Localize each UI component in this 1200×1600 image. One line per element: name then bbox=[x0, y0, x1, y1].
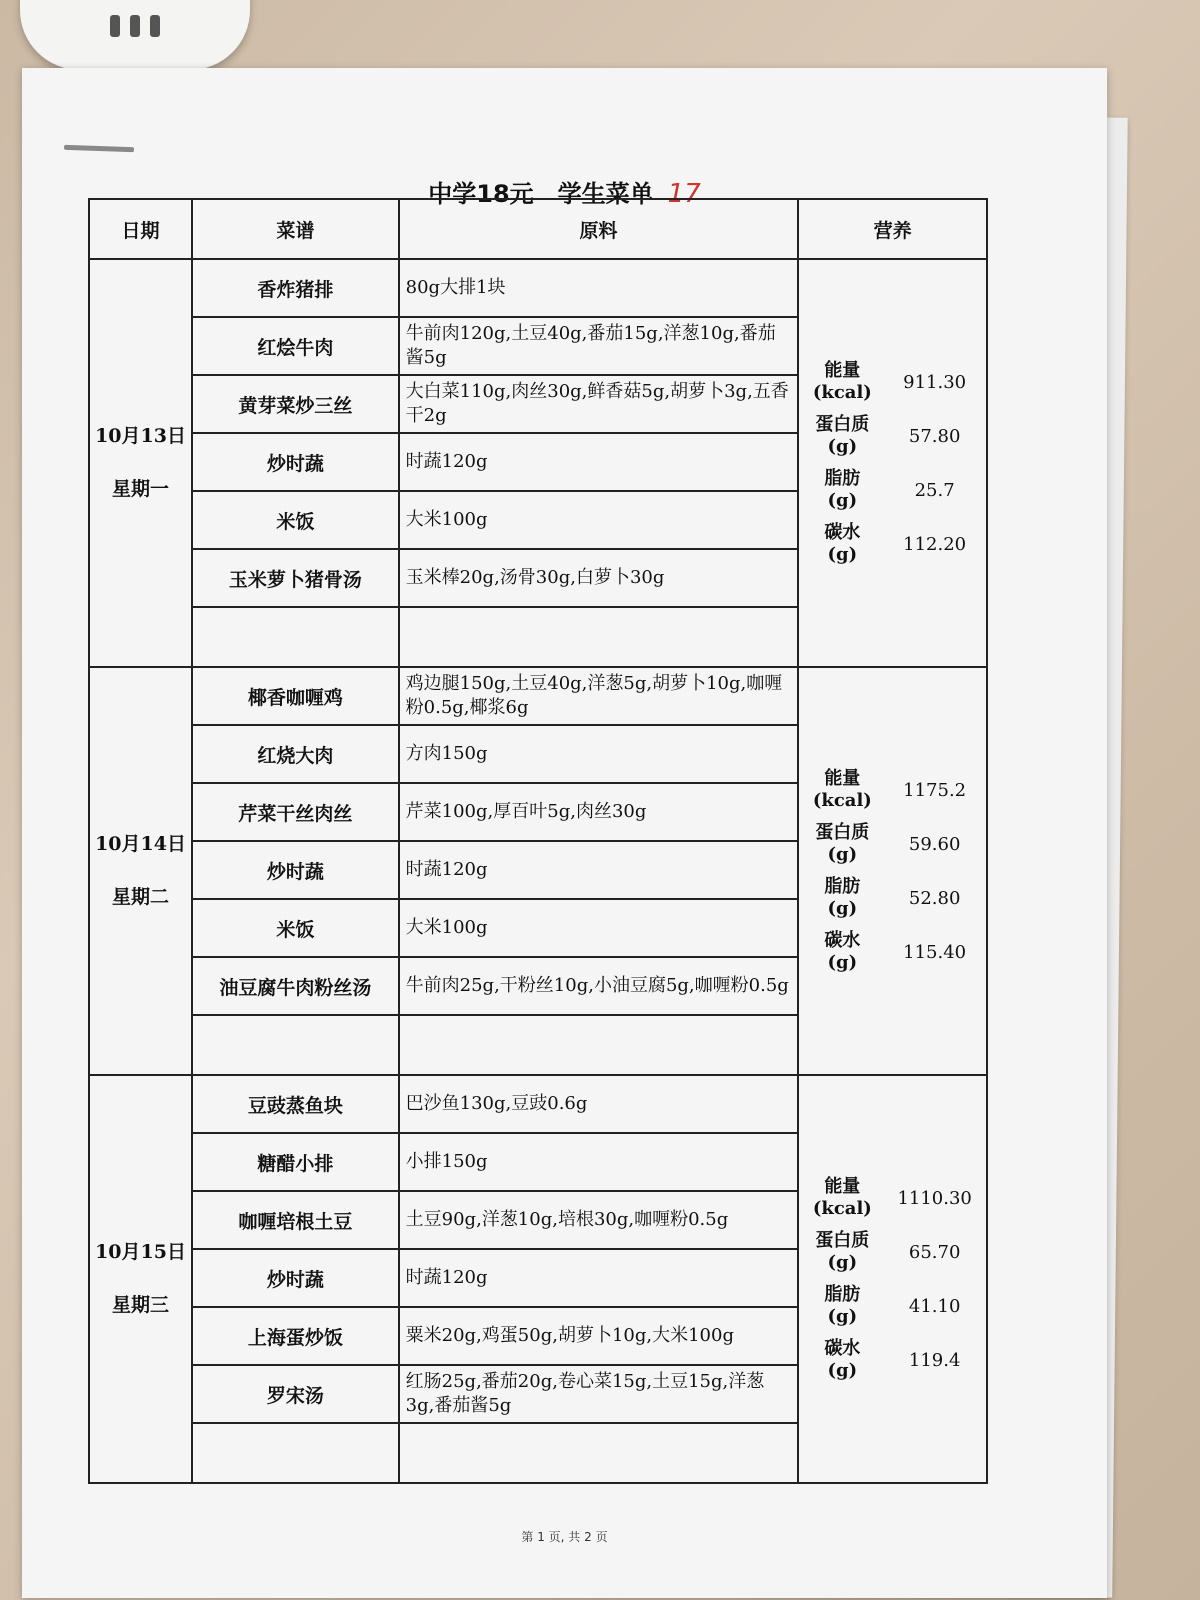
dish-name bbox=[192, 607, 399, 667]
dish-ingredients: 粟米20g,鸡蛋50g,胡萝卜10g,大米100g bbox=[399, 1307, 799, 1365]
nutrition-label: 蛋白质 bbox=[815, 413, 870, 435]
nutrition-cell bbox=[798, 667, 987, 1075]
dish-name: 罗宋汤 bbox=[192, 1365, 399, 1423]
nutrition-label: 碳水 bbox=[824, 521, 861, 543]
nutrition-item bbox=[800, 1333, 985, 1387]
dish-name: 米饭 bbox=[192, 491, 399, 549]
dish-name: 炒时蔬 bbox=[192, 841, 399, 899]
nutrition-value: 25.7 bbox=[914, 479, 955, 501]
dish-name: 油豆腐牛肉粉丝汤 bbox=[192, 957, 399, 1015]
handwritten-mark: 17 bbox=[667, 179, 701, 209]
dish-ingredients: 鸡边腿150g,土豆40g,洋葱5g,胡萝卜10g,咖喱粉0.5g,椰浆6g bbox=[399, 667, 799, 725]
nutrition-label: 能量 bbox=[824, 359, 861, 381]
header-row bbox=[89, 199, 987, 259]
day-date: 10月15日 bbox=[95, 1240, 186, 1263]
nutrition-label: 脂肪 bbox=[824, 467, 861, 489]
dish-ingredients: 土豆90g,洋葱10g,培根30g,咖喱粉0.5g bbox=[399, 1191, 799, 1249]
dish-name: 椰香咖喱鸡 bbox=[192, 667, 399, 725]
nutrition-item bbox=[800, 1225, 985, 1279]
header-date: 日期 bbox=[89, 199, 192, 259]
dish-ingredients: 红肠25g,番茄20g,卷心菜15g,土豆15g,洋葱3g,番茄酱5g bbox=[399, 1365, 799, 1423]
nutrition-unit: (kcal) bbox=[812, 790, 872, 811]
dish-name: 红烧大肉 bbox=[192, 725, 399, 783]
nutrition-unit: (kcal) bbox=[812, 382, 872, 403]
nutrition-unit: (kcal) bbox=[812, 1198, 872, 1219]
menu-row bbox=[89, 1075, 987, 1133]
nutrition-value: 65.70 bbox=[908, 1241, 961, 1263]
nutrition-value: 41.10 bbox=[908, 1295, 961, 1317]
day-date-cell bbox=[89, 1075, 192, 1483]
day-date: 10月13日 bbox=[95, 424, 186, 447]
nutrition-value: 57.80 bbox=[908, 425, 961, 447]
nutrition-item bbox=[800, 517, 985, 571]
nutrition-cell bbox=[798, 259, 987, 667]
dish-ingredients: 80g大排1块 bbox=[399, 259, 799, 317]
dish-name: 糖醋小排 bbox=[192, 1133, 399, 1191]
page-footer: 第 1 页, 共 2 页 bbox=[521, 1530, 608, 1544]
nutrition-value: 112.20 bbox=[903, 533, 967, 555]
nutrition-item bbox=[800, 1279, 985, 1333]
nutrition-unit: (g) bbox=[827, 898, 858, 919]
nutrition-item bbox=[800, 355, 985, 409]
nutrition-value: 119.4 bbox=[908, 1349, 961, 1371]
dish-ingredients: 牛前肉25g,干粉丝10g,小油豆腐5g,咖喱粉0.5g bbox=[399, 957, 799, 1015]
dish-ingredients bbox=[399, 1423, 799, 1483]
nutrition-item bbox=[800, 409, 985, 463]
dish-name: 玉米萝卜猪骨汤 bbox=[192, 549, 399, 607]
menu-row bbox=[89, 667, 987, 725]
nutrition-label: 脂肪 bbox=[824, 875, 861, 897]
dish-ingredients: 时蔬120g bbox=[399, 1249, 799, 1307]
nutrition-value: 52.80 bbox=[908, 887, 961, 909]
day-date-cell bbox=[89, 667, 192, 1075]
nutrition-unit: (g) bbox=[827, 436, 858, 457]
nutrition-label: 碳水 bbox=[824, 1337, 861, 1359]
nutrition-label: 能量 bbox=[824, 767, 861, 789]
dish-name bbox=[192, 1015, 399, 1075]
nutrition-item bbox=[800, 1171, 985, 1225]
menu-body bbox=[89, 259, 987, 1483]
day-weekday: 星期三 bbox=[112, 1294, 170, 1316]
dish-name: 芹菜干丝肉丝 bbox=[192, 783, 399, 841]
dish-name: 红烩牛肉 bbox=[192, 317, 399, 375]
dish-ingredients: 大米100g bbox=[399, 491, 799, 549]
nutrition-label: 能量 bbox=[824, 1175, 861, 1197]
dish-name: 炒时蔬 bbox=[192, 1249, 399, 1307]
nutrition-unit: (g) bbox=[827, 1252, 858, 1273]
dish-name bbox=[192, 1423, 399, 1483]
day-weekday: 星期二 bbox=[112, 886, 170, 908]
nutrition-unit: (g) bbox=[827, 844, 858, 865]
dish-ingredients: 玉米棒20g,汤骨30g,白萝卜30g bbox=[399, 549, 799, 607]
header-ingredients: 原料 bbox=[399, 199, 799, 259]
dish-ingredients: 小排150g bbox=[399, 1133, 799, 1191]
dish-name: 米饭 bbox=[192, 899, 399, 957]
menu-sheet bbox=[22, 68, 1107, 1598]
desk-device bbox=[20, 0, 250, 70]
dish-name: 黄芽菜炒三丝 bbox=[192, 375, 399, 433]
nutrition-label: 脂肪 bbox=[824, 1283, 861, 1305]
nutrition-item bbox=[800, 763, 985, 817]
nutrition-value: 115.40 bbox=[903, 941, 967, 963]
menu-table bbox=[88, 198, 988, 1484]
nutrition-label: 蛋白质 bbox=[815, 821, 870, 843]
nutrition-unit: (g) bbox=[827, 1306, 858, 1327]
staple bbox=[64, 145, 134, 152]
nutrition-item bbox=[800, 871, 985, 925]
nutrition-item bbox=[800, 925, 985, 979]
nutrition-unit: (g) bbox=[827, 544, 858, 565]
nutrition-item bbox=[800, 463, 985, 517]
page-title: 中学18元 学生菜单 17 bbox=[428, 179, 701, 209]
dish-name: 香炸猪排 bbox=[192, 259, 399, 317]
dish-ingredients: 芹菜100g,厚百叶5g,肉丝30g bbox=[399, 783, 799, 841]
nutrition-value: 1175.2 bbox=[903, 779, 967, 801]
dish-ingredients: 巴沙鱼130g,豆豉0.6g bbox=[399, 1075, 799, 1133]
nutrition-value: 59.60 bbox=[908, 833, 961, 855]
nutrition-label: 碳水 bbox=[824, 929, 861, 951]
day-date: 10月14日 bbox=[95, 832, 186, 855]
nutrition-unit: (g) bbox=[827, 490, 858, 511]
nutrition-value: 1110.30 bbox=[897, 1187, 972, 1209]
menu-row bbox=[89, 259, 987, 317]
dish-ingredients bbox=[399, 1015, 799, 1075]
dish-ingredients: 牛前肉120g,土豆40g,番茄15g,洋葱10g,番茄酱5g bbox=[399, 317, 799, 375]
nutrition-unit: (g) bbox=[827, 1360, 858, 1381]
dish-name: 咖喱培根土豆 bbox=[192, 1191, 399, 1249]
dish-ingredients: 方肉150g bbox=[399, 725, 799, 783]
nutrition-label: 蛋白质 bbox=[815, 1229, 870, 1251]
nutrition-item bbox=[800, 817, 985, 871]
nutrition-unit: (g) bbox=[827, 952, 858, 973]
header-nutrition: 营养 bbox=[798, 199, 987, 259]
nutrition-cell bbox=[798, 1075, 987, 1483]
dish-ingredients: 大米100g bbox=[399, 899, 799, 957]
dish-ingredients bbox=[399, 607, 799, 667]
dish-name: 炒时蔬 bbox=[192, 433, 399, 491]
dish-ingredients: 时蔬120g bbox=[399, 841, 799, 899]
header-dish: 菜谱 bbox=[192, 199, 399, 259]
day-weekday: 星期一 bbox=[112, 478, 170, 500]
dish-ingredients: 大白菜110g,肉丝30g,鲜香菇5g,胡萝卜3g,五香干2g bbox=[399, 375, 799, 433]
dish-ingredients: 时蔬120g bbox=[399, 433, 799, 491]
dish-name: 豆豉蒸鱼块 bbox=[192, 1075, 399, 1133]
nutrition-value: 911.30 bbox=[903, 371, 967, 393]
dish-name: 上海蛋炒饭 bbox=[192, 1307, 399, 1365]
day-date-cell bbox=[89, 259, 192, 667]
